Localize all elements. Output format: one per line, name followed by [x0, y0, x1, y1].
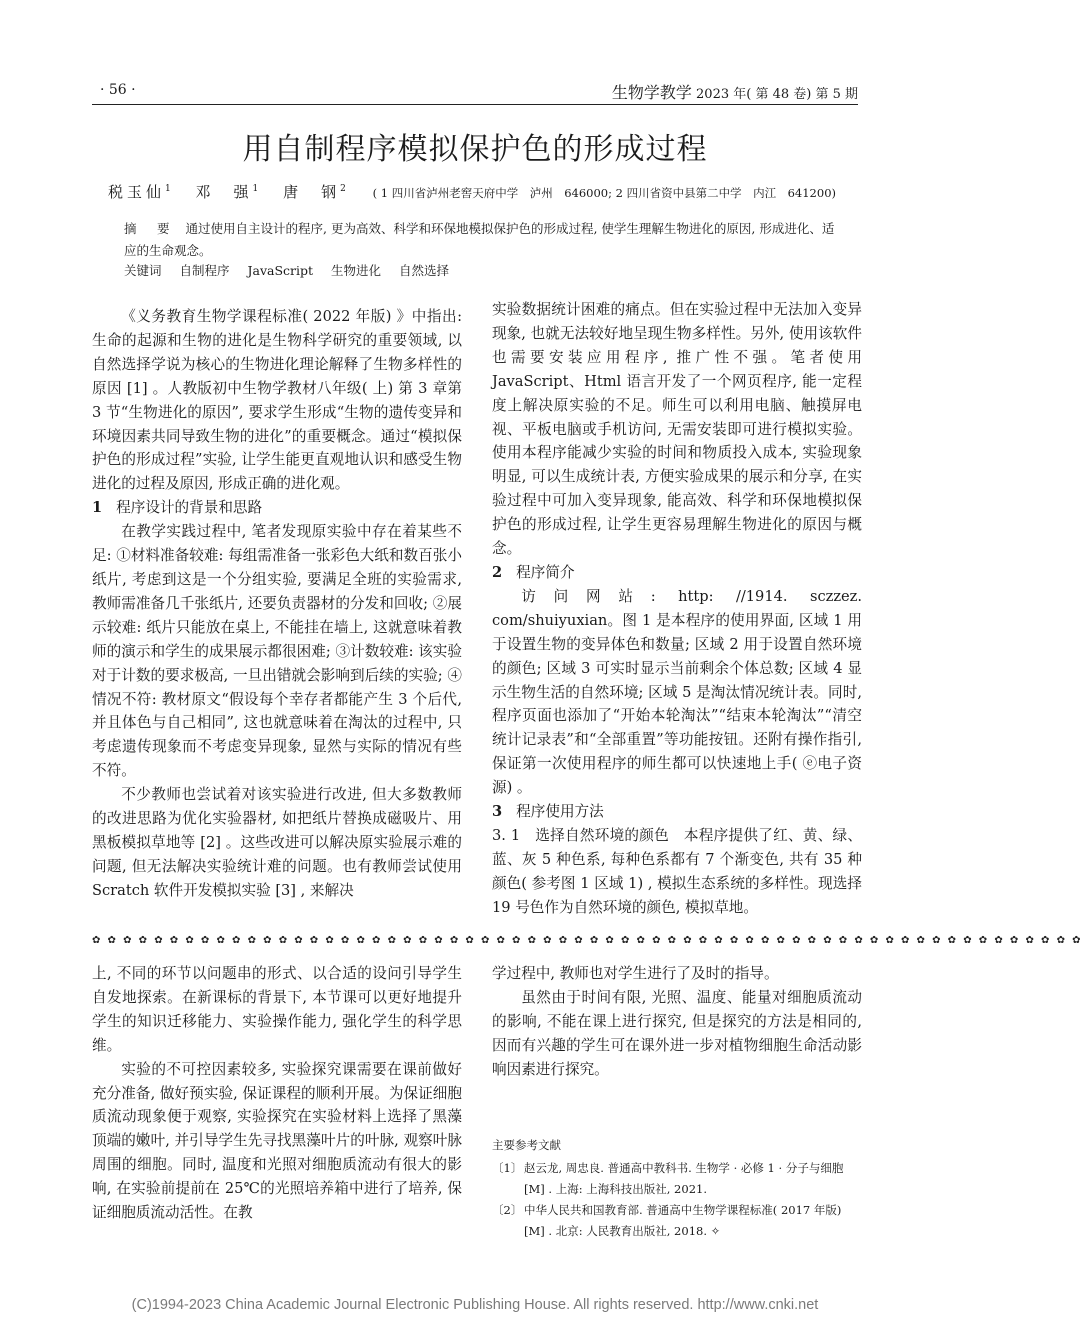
body-paragraph: 实验的不可控因素较多, 实验探究课需要在课前做好充分准备, 做好预实验, 保证课程的顺利开展。为保证细胞质流动现象便于观察, 实验探究在实验材料上选择了黑藻顶端的嫩叶, 并引导学生先寻找黑藻叶片的叶脉, 观察叶脉周围的细胞。同时, 温度和光照对细胞质流动有很大的影响, 在实验前提前在 25℃的光照培养箱中进行了培养, 保证细胞质流动活性。在教 — [92, 1060, 462, 1222]
body-paragraph: 学过程中, 教师也对学生进行了及时的指导。 — [492, 965, 779, 982]
body-paragraph: 访问网站: http: //1914. sczzez. com/shuiyuxian。图 1 是本程序的使用界面, 区域 1 用于设置生物的变异体色和数量; 区域 2 用于设置自然环境的颜色; 区域 3 可实时显示当前剩余个体总数; 区域 4 显示生物生活的自然环境; 区域 5 是淘汰情况统计表。同时, 程序页面也添加了“开始本轮淘汰”“结束本轮淘汰”“清空统计记录表”和“全部重置”等功能按钮。还附有操作指引, 保证第一次使用程序的师生都可以快速地上手( ⓔ电子资源) 。 — [492, 587, 862, 797]
copyright-footer: (C)1994-2023 China Academic Journal Electronic Publishing House. All rights reserved. http://www.cnki.net — [131, 1297, 819, 1313]
journal-issue: 2023 年( 第 48 卷) 第 5 期 — [696, 87, 858, 102]
references-heading: 主要参考文献 — [492, 1138, 561, 1152]
author-name: 邓 强$^1$ — [195, 183, 259, 201]
keyword: JavaScript — [247, 263, 314, 278]
keyword: 生物进化 — [331, 263, 382, 278]
keywords-label: 关键词 — [124, 263, 162, 278]
body-paragraph: 实验数据统计困难的痛点。但在实验过程中无法加入变异现象, 也就无法较好地呈现生物多样性。另外, 使用该软件也需要安装应用程序, 推广性不强。笔者使用 JavaScript、Html 语言开发了一个网页程序, 能一定程度上解决原实验的不足。师生可以利用电脑、触摸屏电视、平板电脑或手机访问, 无需安装即可进行模拟实验。使用本程序能减少实验的时间和物质投入成本, 实验现象明显, 可以生成统计表, 方便实验成果的展示和分享, 在实验过程中可加入变异现象, 能高效、科学和环保地模拟保护色的形成过程, 让学生更容易理解生物进化的原因与概念。 — [492, 301, 862, 558]
body-paragraph: 不少教师也尝试着对该实验进行改进, 但大多数教师的改进思路为优化实验器材, 如把纸片替换成磁吸片、用黑板模拟草地等 [2] 。这些改进可以解决原实验展示难的问题, 但无法解决实验统计难的问题。也有教师尝试使用 Scratch 软件开发模拟实验 [3] , 来解决 — [92, 786, 462, 899]
lower-right-column — [492, 962, 862, 1082]
journal-header — [612, 80, 858, 103]
lower-left-column — [92, 962, 462, 1225]
page-number: · 56 · — [100, 82, 136, 98]
abstract — [124, 218, 840, 262]
abstract-text: 通过使用自主设计的程序, 更为高效、科学和环保地模拟保护色的形成过程, 使学生理解生物进化的原因, 形成进化、适应的生命观念。 — [124, 221, 835, 258]
header-rule — [92, 104, 858, 105]
right-column — [492, 298, 862, 920]
section-heading: 1 程序设计的背景和思路 — [92, 499, 263, 517]
keywords — [124, 261, 463, 281]
author-name: 税玉仙$^1$ — [108, 183, 171, 201]
left-column — [92, 305, 462, 903]
journal-name: 生物学教学 — [611, 83, 692, 102]
abstract-label: 摘 要 — [124, 221, 174, 236]
body-paragraph: 《义务教育生物学课程标准( 2022 年版) 》中指出: 生命的起源和生物的进化是生物科学研究的重要领域, 以自然选择学说为核心的生物进化理论解释了生物多样性的原因 [1] 。人教版初中生物学教材八年级( 上) 第 3 章第 3 节“生物进化的原因”, 要求学生形成“生物的遗传变异和环境因素共同导致生物的进化”的重要概念。通过“模拟保护色的形成过程”实验, 让学生能更直观地认识和感受生物进化的过程及原因, 形成正确的进化观。 — [92, 308, 462, 493]
ornamental-divider: ✿ ✿ ✿ ✿ ✿ ✿ ✿ ✿ ✿ ✿ ✿ ✿ ✿ ✿ ✿ ✿ ✿ ✿ ✿ ✿ ✿ ✿ ✿ ✿ ✿ ✿ ✿ ✿ ✿ ✿ ✿ ✿ ✿ ✿ ✿ ✿ ✿ ✿ ✿ ✿ ✿ ✿ ✿ ✿ ✿ ✿ ✿ ✿ ✿ ✿ ✿ ✿ ✿ ✿ ✿ ✿ ✿ ✿ ✿ ✿ ✿ ✿ ✿ ✿ — [92, 935, 1083, 946]
keyword: 自制程序 — [179, 263, 230, 278]
body-paragraph: 在教学实践过程中, 笔者发现原实验中存在着某些不足: ①材料准备较难: 每组需准备一张彩色大纸和数百张小纸片, 考虑到这是一个分组实验, 要满足全班的实验需求, 教师需准备几千张纸片, 还要负责器材的分发和回收; ②展示较难: 纸片只能放在桌上, 不能挂在墙上, 这就意味着教师的演示和学生的成果展示都很困难; ③计数较难: 该实验对于计数的要求极高, 一旦出错就会影响到后续的实验; ④情况不符: 教材原文“假设每个幸存者都能产生 3 个后代, 并且体色与自己相同”, 这也就意味着在淘汰的过程中, 只考虑遗传现象而不考虑变异现象, 显然与实际的情况有些不符。 — [92, 523, 462, 780]
keyword: 自然选择 — [399, 263, 450, 278]
body-paragraph: 3. 1 选择自然环境的颜色 本程序提供了红、黄、绿、蓝、灰 5 种色系, 每种色系都有 7 个渐变色, 共有 35 种颜色( 参考图 1 区域 1) , 模拟生态系统的多样性。现选择 19 号色作为自然环境的颜色, 模拟草地。 — [492, 826, 862, 916]
reference-item: 〔1〕 赵云龙, 周忠良. 普通高中教科书. 生物学 · 必修 1 · 分子与细胞 [M] . 上海: 上海科技出版社, 2021. — [492, 1161, 844, 1196]
reference-item: 〔2〕 中华人民共和国教育部. 普通高中生物学课程标准( 2017 年版) [M] . 北京: 人民教育出版社, 2018. ✧ — [492, 1203, 842, 1238]
body-paragraph: 上, 不同的环节以问题串的形式、以合适的设问引导学生自发地探索。在新课标的背景下, 本节课可以更好地提升学生的知识迁移能力、实验操作能力, 强化学生的科学思维。 — [92, 965, 462, 1054]
body-paragraph: 虽然由于时间有限, 光照、温度、能量对细胞质流动的影响, 不能在课上进行探究, 但是探究的方法是相同的, 因而有兴趣的学生可在课外进一步对植物细胞生命活动影响因素进行探究。 — [492, 988, 862, 1078]
author-name: 唐 钢$^2$ — [283, 183, 346, 201]
author-line — [108, 181, 836, 202]
article-title: 用自制程序模拟保护色的形成过程 — [242, 132, 708, 167]
author-affiliation: ( 1 四川省泸州老窖天府中学 泸州 646000; 2 四川省资中县第二中学 内江 641200) — [372, 186, 836, 200]
section-heading: 3 程序使用方法 — [492, 803, 604, 821]
section-heading: 2 程序简介 — [492, 563, 575, 581]
references — [492, 1135, 862, 1242]
